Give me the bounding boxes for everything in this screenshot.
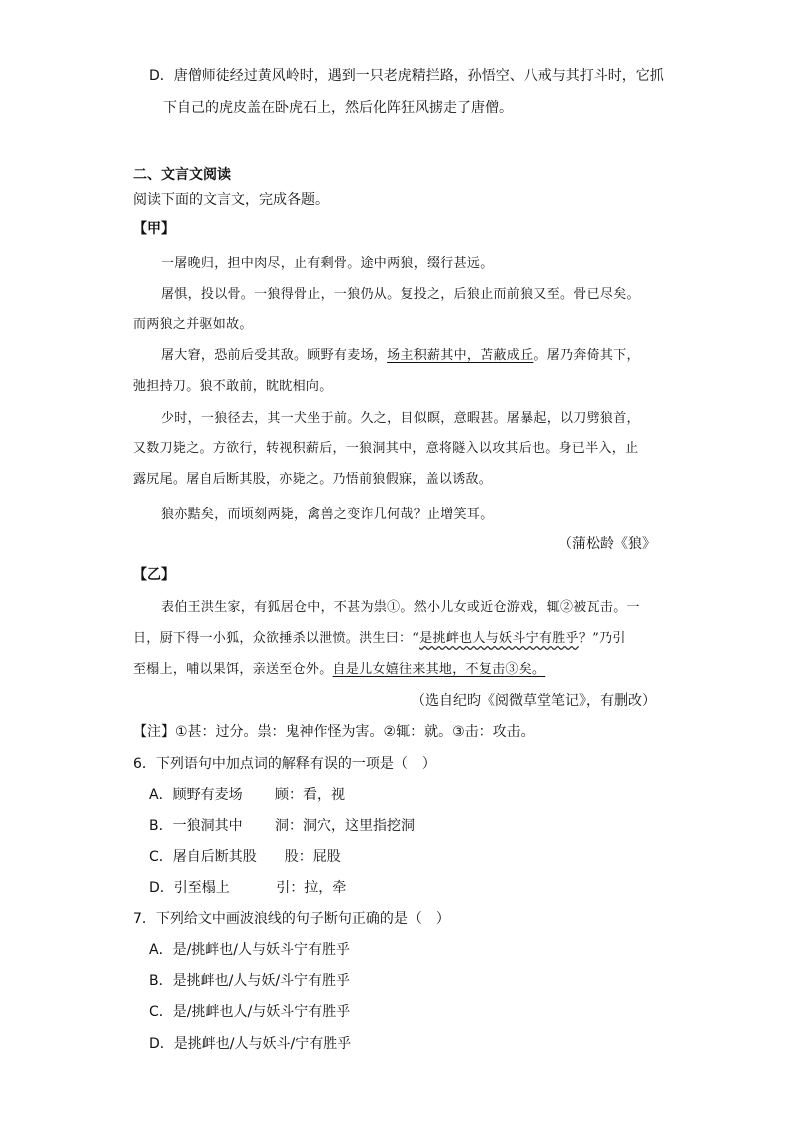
yi-line2 xyxy=(133,629,626,649)
prev-option-d-line2: 下自己的虎皮盖在卧虎石上，然后化阵狂风掳走了唐僧。 xyxy=(163,100,513,116)
question-6-option-c[interactable]: C．屠自后断其股 股：屁股 xyxy=(149,849,341,865)
prev-option-d-line1: D．唐僧师徒经过黄风岭时，遇到一只老虎精拦路，孙悟空、八戒与其打斗时，它抓 xyxy=(149,68,664,84)
question-7-option-a[interactable]: A．是/挑衅也/人与妖斗宁有胜乎 xyxy=(149,942,351,958)
question-6-option-a[interactable]: A．顾野有麦场 顾：看，视 xyxy=(149,787,346,803)
question-6-option-b[interactable]: B．一狼洞其中 洞：洞穴，这里指挖洞 xyxy=(149,818,416,834)
section-instruction: 阅读下面的文言文，完成各题。 xyxy=(133,192,329,208)
yi-line1: 表伯王洪生家，有狐居仓中，不甚为祟①。然小儿女或近仓游戏，辄②被瓦击。一 xyxy=(161,600,640,615)
annotation-note: 【注】①甚：过分。祟：鬼神作怪为害。②辄：就。③击：攻击。 xyxy=(133,724,535,740)
jia-paragraph-3-line2: 弛担持刀。狼不敢前，眈眈相向。 xyxy=(133,379,333,394)
jia-paragraph-5: 狼亦黠矣，而顷刻两毙，禽兽之变诈几何哉？止增笑耳。 xyxy=(161,507,494,522)
passage-yi-label: 【乙】 xyxy=(133,567,175,583)
yi-line2-text-b: ？”乃引 xyxy=(578,631,626,646)
question-7-stem: 7．下列给文中画波浪线的句子断句正确的是（ ） xyxy=(133,911,450,927)
yi-wavy-sentence: 是挑衅也人与妖斗宁有胜乎 xyxy=(419,631,579,646)
yi-underlined-sentence: 自是儿女嬉往来其地，不复击③矣。 xyxy=(332,662,546,677)
question-7-option-b[interactable]: B．是挑衅也/人与妖/斗宁有胜乎 xyxy=(149,973,351,989)
question-6-stem: 6．下列语句中加点词的解释有误的一项是（ ） xyxy=(133,756,436,772)
jia-p3-text-b: 。屠乃奔倚其下， xyxy=(533,348,640,363)
jia-paragraph-1: 一屠晚归，担中肉尽，止有剩骨。途中两狼，缀行甚远。 xyxy=(161,256,494,271)
jia-source: （蒲松龄《狼》 xyxy=(558,536,656,552)
jia-paragraph-2-line1: 屠惧，投以骨。一狼得骨止，一狼仍从。复投之，后狼止而前狼又至。骨已尽矣。 xyxy=(161,287,640,302)
section-heading: 二、文言文阅读 xyxy=(133,167,231,183)
jia-paragraph-3-line1 xyxy=(161,346,640,366)
passage-jia-label: 【甲】 xyxy=(133,221,175,237)
yi-source: （选自纪昀《阅微草堂笔记》，有删改） xyxy=(411,693,656,709)
question-6-option-d[interactable]: D．引至榻上 引：拉，牵 xyxy=(149,880,347,896)
yi-line3 xyxy=(133,660,545,680)
jia-p3-underlined-sentence: 场主积薪其中，苫蔽成丘 xyxy=(387,348,534,363)
question-7-option-c[interactable]: C．是/挑衅也人/与妖斗宁有胜乎 xyxy=(149,1004,351,1020)
jia-paragraph-2-line2: 而两狼之并驱如故。 xyxy=(133,317,253,332)
yi-line3-text-a: 至榻上，哺以果饵，亲送至仓外。 xyxy=(133,662,333,677)
jia-paragraph-4-line3: 露尻尾。屠自后断其股，亦毙之。乃悟前狼假寐，盖以诱敌。 xyxy=(133,472,493,487)
yi-line2-text-a: 日，厨下得一小狐，众欲捶杀以泄愤。洪生曰：“ xyxy=(133,631,420,646)
jia-paragraph-4-line2: 又数刀毙之。方欲行，转视积薪后，一狼洞其中，意将隧入以攻其后也。身已半入，止 xyxy=(133,441,639,456)
jia-p3-text-a: 屠大窘，恐前后受其敌。顾野有麦场， xyxy=(161,348,388,363)
question-7-option-d[interactable]: D．是挑衅也/人与妖斗/宁有胜乎 xyxy=(149,1036,352,1052)
jia-paragraph-4-line1: 少时，一狼径去，其一犬坐于前。久之，目似瞑，意暇甚。屠暴起，以刀劈狼首， xyxy=(161,411,640,426)
